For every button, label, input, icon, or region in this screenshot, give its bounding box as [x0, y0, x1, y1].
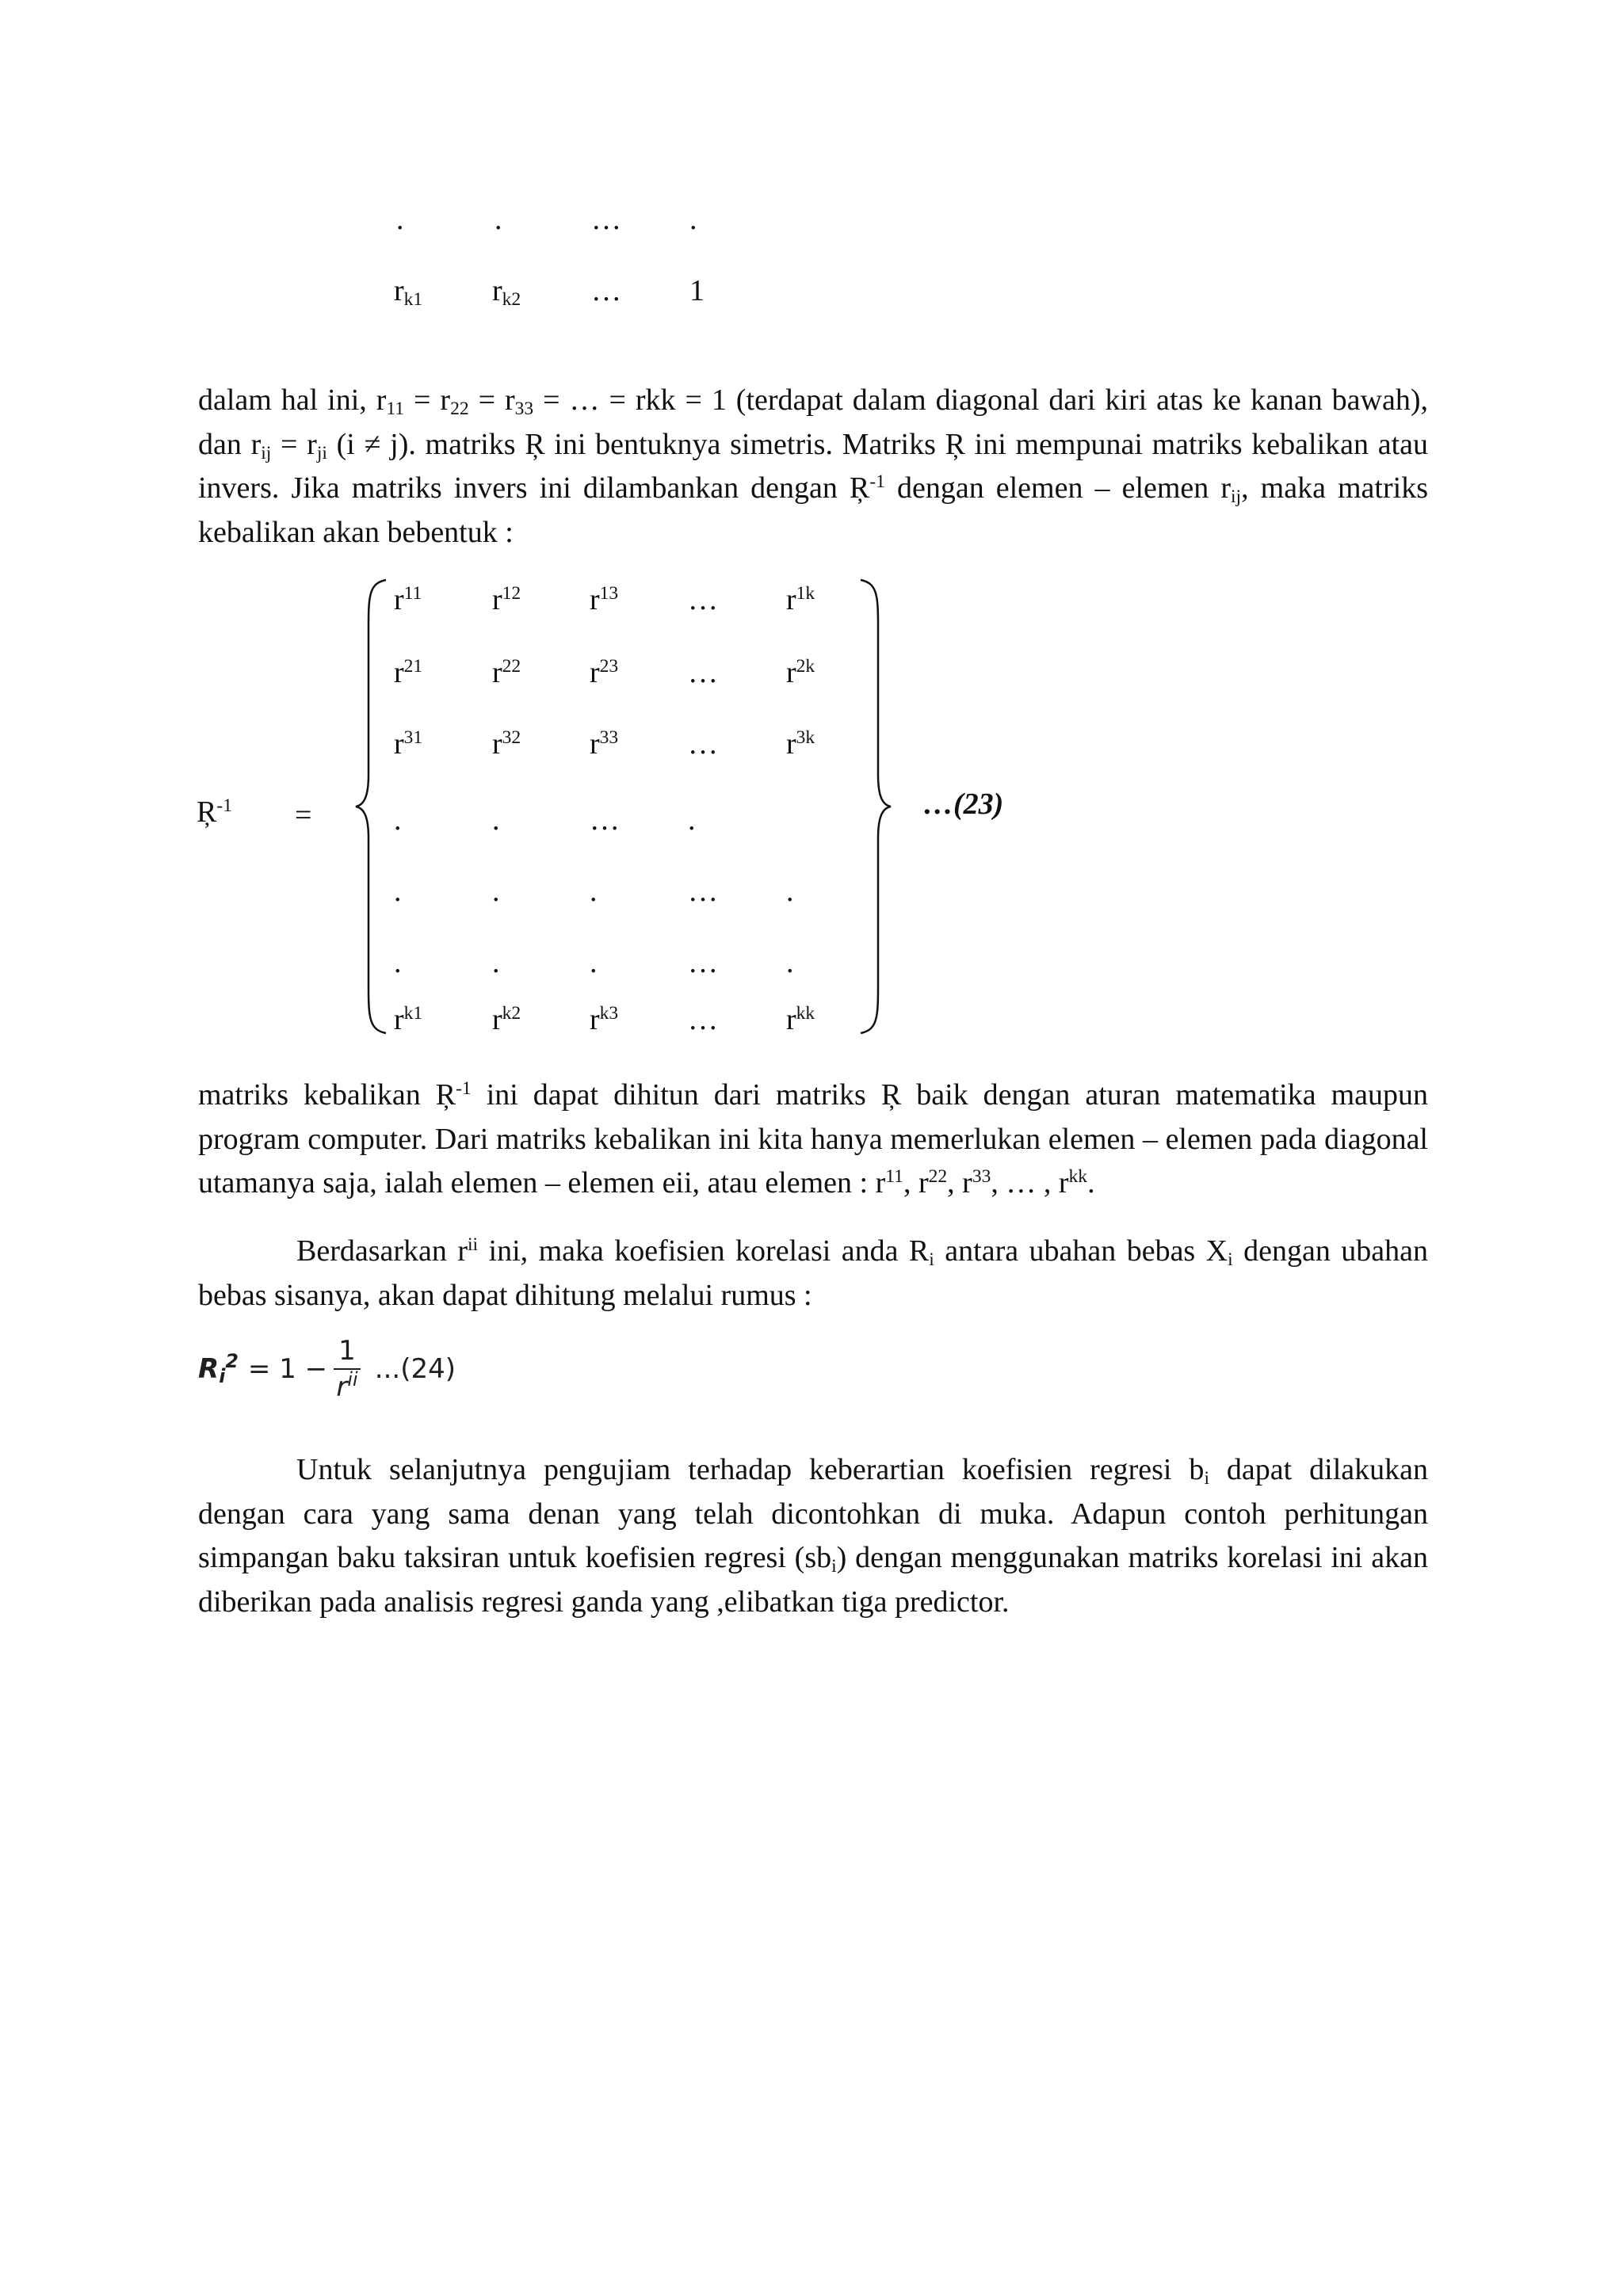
matrix-cell: $r^{21}$ [394, 656, 423, 689]
formula-operator: = 1 − [247, 1353, 328, 1385]
matrix-cell: . [495, 203, 502, 236]
matrix-cell: … [591, 203, 621, 236]
matrix-cell: . [394, 875, 402, 908]
matrix-cell: … [688, 656, 718, 689]
lhs-symbol: $Ŗ^{-1}$ [197, 795, 232, 829]
matrix-cell: $r^{2k}$ [786, 656, 815, 689]
fraction-numerator: 1 [334, 1335, 361, 1370]
matrix-cell: $r^{12}$ [492, 583, 521, 616]
matrix-cell: . [396, 203, 404, 236]
matrix-cell: . [394, 946, 402, 979]
matrix-cell: $r^{3k}$ [786, 727, 815, 761]
matrix-cell: . [786, 946, 794, 979]
matrix-cell: . [590, 875, 598, 908]
fraction-denominator: $r^{ii}$ [336, 1367, 358, 1403]
left-brace-icon [353, 577, 392, 1036]
matrix-cell: . [394, 803, 402, 837]
matrix-cell: . [492, 875, 500, 908]
right-brace-icon [854, 577, 894, 1036]
formula-lhs: $R_i^2$ [198, 1349, 239, 1387]
matrix-cell: . [786, 875, 794, 908]
matrix-cell: … [688, 1003, 718, 1036]
matrix-cell: $r^{k2}$ [492, 1003, 521, 1036]
matrix-cell: $r^{k1}$ [394, 1003, 423, 1036]
matrix-cell: … [590, 803, 620, 837]
matrix-cell: $r^{k3}$ [590, 1003, 619, 1036]
paragraph-2: matriks kebalikan $Ŗ^{-1}$ ini dapat dihitun dari matriks Ŗ baik dengan aturan matematika maupun program computer. Dari matriks kebalikan ini kita hanya memerlukan elemen – elemen pada diagonal utamanya saja, ialah elemen – elemen eii, atau elemen : $r^{11}$, $r^{22}$, $r^{33}$, … , $r^{kk}$. [198, 1078, 1429, 1199]
paragraph-4: Untuk selanjutnya pengujiam terhadap keberartian koefisien regresi $b_i$ dapat dilakukan dengan cara yang sama denan yang telah dicontohkan di muka. Adapun contoh perhitungan simpangan baku taksiran untuk koefisien regresi $(sb_i)$ dengan menggunakan matriks korelasi ini akan diberikan pada analisis regresi ganda yang ,elibatkan tiga predictor. [198, 1453, 1429, 1619]
matrix-cell: … [688, 875, 718, 908]
matrix-cell: . [492, 803, 500, 837]
matrix-cell: . [689, 203, 697, 236]
matrix-cell: $r^{11}$ [394, 583, 422, 616]
matrix-cell: 1 [689, 274, 705, 307]
equals-sign: = [295, 799, 312, 832]
matrix-cell: $r^{23}$ [590, 656, 619, 689]
formula-24 [198, 1335, 456, 1403]
paragraph-3: Berdasarkan $r^{ii}$ ini, maka koefisien korelasi anda $R_i$ antara ubahan bebas $X_i$ dengan ubahan bebas sisanya, akan dapat dihitung melalui rumus : [198, 1234, 1428, 1312]
matrix-cell: $r_{k1}$ [394, 274, 423, 310]
formula-tag: ...(24) [374, 1353, 456, 1385]
matrix-cell: $r^{1k}$ [786, 583, 815, 616]
matrix-cell: $r^{33}$ [590, 727, 619, 761]
matrix-cell: $r^{kk}$ [786, 1003, 815, 1036]
matrix-cell: $r^{13}$ [590, 583, 619, 616]
equation-number: …(23) [923, 788, 1004, 821]
matrix-cell: $r^{31}$ [394, 727, 423, 761]
matrix-cell: $r_{k2}$ [492, 274, 521, 310]
formula-fraction [334, 1335, 361, 1403]
matrix-cell: $r^{32}$ [492, 727, 521, 761]
matrix-cell: . [590, 946, 598, 979]
matrix-cell: . [492, 946, 500, 979]
matrix-cell: . [688, 803, 696, 837]
matrix-cell: … [688, 727, 718, 761]
paragraph-1: dalam hal ini, $r_{11} = r_{22} = r_{33}$ = … = rkk = 1 (terdapat dalam diagonal dari kiri atas ke kanan bawah), dan $r_{ij} = r_{ji}$ (i ≠ j). matriks Ŗ ini bentuknya simetris. Matriks Ŗ ini mempunai matriks kebalikan atau invers. Jika matriks invers ini dilambankan dengan $Ŗ^{-1}$ dengan elemen – elemen $r_{ij}$, maka matriks kebalikan akan bebentuk : [198, 383, 1428, 549]
matrix-cell: $r^{22}$ [492, 656, 521, 689]
matrix-cell: … [688, 946, 718, 979]
matrix-cell: … [591, 274, 621, 307]
matrix-cell: … [688, 583, 718, 616]
